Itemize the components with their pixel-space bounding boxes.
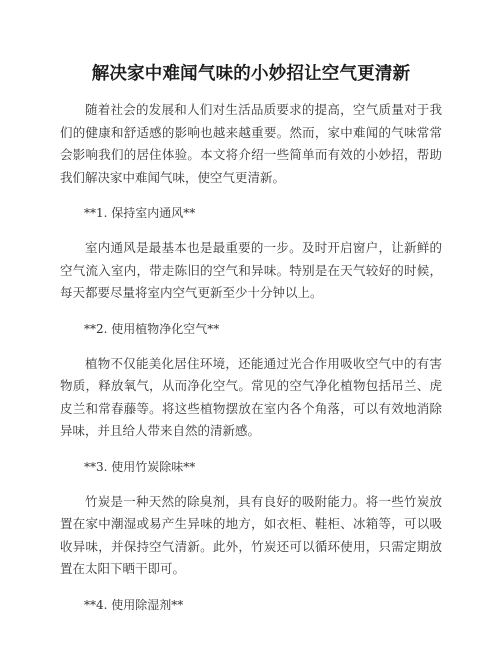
section-body-2: 植物不仅能美化居住环境，还能通过光合作用吸收空气中的有害物质，释放氧气，从而净化空气。常见的空气净化植物包括吊兰、虎皮兰和常春藤等。将这些植物摆放在室内各个角落，可以有效地消除异味，并且给人带来自然的清新感。 (60, 355, 442, 438)
intro-paragraph: 随着社会的发展和人们对生活品质要求的提高，空气质量对于我们的健康和舒适感的影响也越来越重要。然而，家中难闻的气味常常会影响我们的居住体验。本文将介绍一些简单而有效的小妙招，帮助我们解决家中难闻气味，使空气更清新。 (60, 102, 442, 185)
section-heading-4: **4. 使用除湿剂** (84, 597, 184, 612)
document-title: 解决家中难闻气味的小妙招让空气更清新 (91, 64, 411, 84)
section-heading-1: **1. 保持室内通风** (84, 206, 196, 220)
section-heading-2: **2. 使用植物净化空气** (84, 321, 220, 336)
section-body-1: 室内通风是最基本也是最重要的一步。及时开启窗户，让新鲜的空气流入室内，带走陈旧的空气和异味。特别是在天气较好的时候，每天都要尽量将室内空气更新至少十分钟以上。 (60, 240, 442, 300)
section-heading-3: **3. 使用竹炭除味** (84, 459, 196, 474)
section-body-3: 竹炭是一种天然的除臭剂，具有良好的吸附能力。将一些竹炭放置在家中潮湿或易产生异味的地方，如衣柜、鞋柜、冰箱等，可以吸收异味，并保持空气清新。此外，竹炭还可以循环使用，只需定期放置在太阳下晒干即可。 (60, 493, 442, 576)
